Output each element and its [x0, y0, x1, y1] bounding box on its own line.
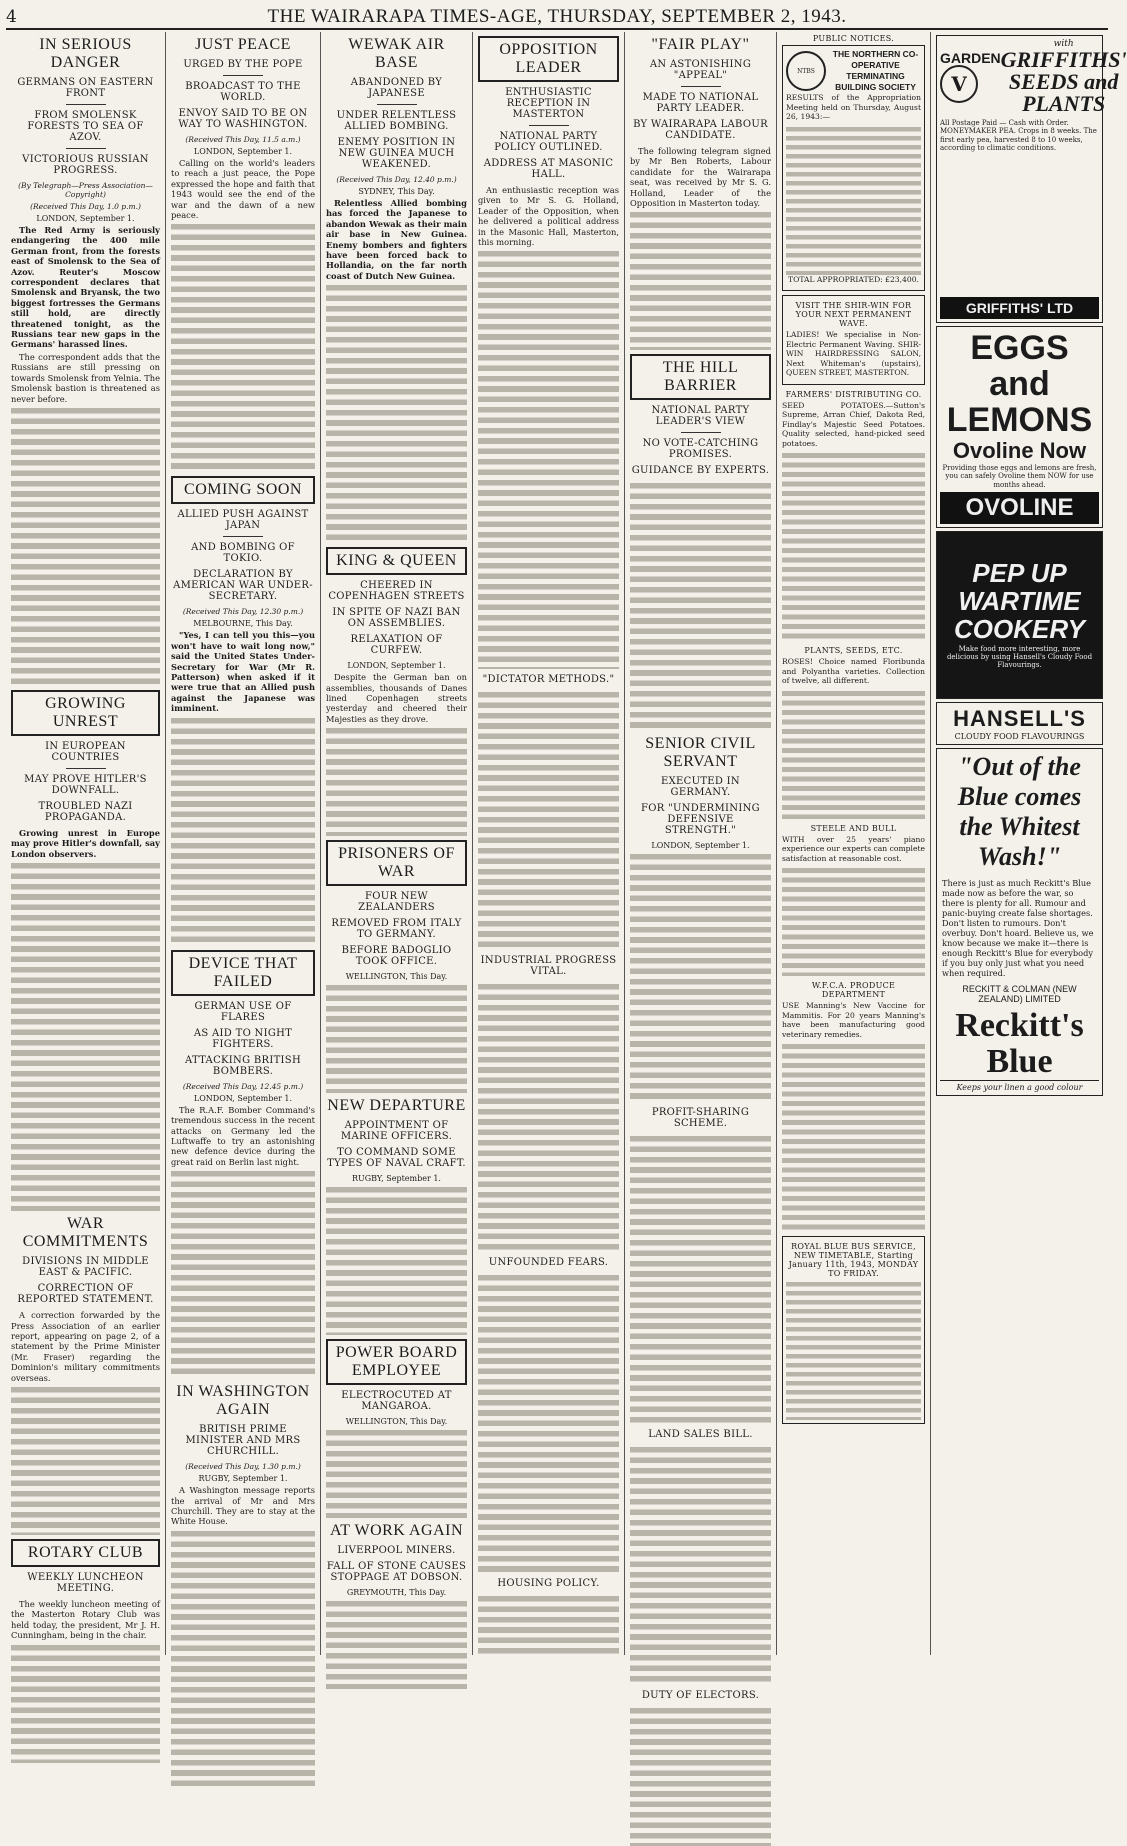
- dateline-received: (Received This Day, 12.30 p.m.): [182, 607, 304, 617]
- subhead: CHEERED IN COPENHAGEN STREETS: [328, 580, 465, 603]
- article-paragraph: Calling on the world's leaders to reach a just peace, the Pope expressed the hope and faith that 1943 would see the end of the war and the dawn of a new peace.: [171, 158, 315, 221]
- society-text: RESULTS of the Appropriation Meeting held on Thursday, August 26, 1943:—: [786, 93, 921, 121]
- pep-subtext: Make food more interesting, more delicious by using Hansell's Cloudy Food Flavourings.: [946, 644, 1093, 670]
- plants-heading: PLANTS, SEEDS, ETC.: [804, 646, 903, 655]
- dateline-received: (Received This Day, 12.45 p.m.): [182, 1081, 304, 1091]
- subhead: TO COMMAND SOME TYPES OF NAVAL CRAFT.: [327, 1147, 466, 1170]
- dateline: LONDON, September 1.: [36, 214, 135, 223]
- subhead: GUIDANCE BY EXPERTS.: [631, 465, 770, 477]
- article-body-filler: [478, 690, 619, 950]
- headline-coming-soon: COMING SOON: [171, 476, 315, 504]
- headline-serious-danger: IN SERIOUS DANGER: [39, 36, 132, 71]
- subhead: ABANDONED BY JAPANESE: [350, 77, 443, 99]
- subhead: INDUSTRIAL PROGRESS VITAL.: [480, 955, 617, 978]
- garden-heading: GARDEN: [940, 50, 1001, 66]
- article-body-filler: [630, 852, 771, 1102]
- farmers-heading: FARMERS' DISTRIBUTING CO.: [785, 389, 922, 399]
- eggs-subtext: Providing those eggs and lemons are fresh, you can safely Ovoline them NOW for use months ahead.: [942, 464, 1097, 489]
- pep-heading: PEP UP WARTIME COOKERY: [954, 557, 1085, 644]
- subhead: FOUR NEW ZEALANDERS: [358, 891, 435, 914]
- subhead: NATIONAL PARTY LEADER'S VIEW: [651, 405, 750, 428]
- subhead: MADE TO NATIONAL PARTY LEADER.: [642, 92, 759, 114]
- article-body-filler: [326, 726, 467, 836]
- subhead: "DICTATOR METHODS.": [482, 674, 615, 686]
- society-total: TOTAL APPROPRIATED: £23,400.: [788, 274, 919, 284]
- subhead: ENVOY SAID TO BE ON WAY TO WASHINGTON.: [178, 108, 308, 130]
- page-number: 4: [6, 7, 18, 27]
- subhead: AN ASTONISHING "APPEAL": [649, 59, 752, 81]
- article-body-filler: [326, 983, 467, 1093]
- column-3: [321, 32, 473, 1655]
- ovoline-brand: OVOLINE: [940, 492, 1099, 524]
- article-body-filler: [326, 1185, 467, 1335]
- subhead: MAY PROVE HITLER'S DOWNFALL.: [24, 773, 147, 796]
- shirwin-heading: VISIT THE SHIR-WIN FOR YOUR NEXT PERMANENT WAVE.: [795, 301, 912, 328]
- steele-text: WITH over 25 years' piano experience our experts can complete satisfaction at reasonable cost.: [782, 834, 925, 863]
- subhead: LIVERPOOL MINERS.: [337, 1545, 456, 1557]
- headline-just-peace: JUST PEACE: [195, 36, 291, 53]
- subhead: GERMANS ON EASTERN FRONT: [17, 77, 154, 99]
- article-lead: "Yes, I can tell you this—you won't have to wait long now," said the United States Under-Secretary for War (Mr R. Patterson) when asked if it were true that an Allied push against the Japanese was imminent.: [171, 630, 315, 714]
- subhead: ELECTROCUTED AT MANGAROA.: [341, 1390, 452, 1413]
- classifieds-filler: [782, 689, 925, 819]
- subhead: HOUSING POLICY.: [497, 1578, 600, 1590]
- article-body-filler: [11, 1643, 160, 1763]
- ovoline-now: Ovoline Now: [952, 438, 1087, 463]
- article-paragraph: The correspondent adds that the Russians are still pressing on towards Smolensk from Yelnia. The Smolensk bastion is threatened as never before.: [11, 351, 160, 404]
- article-body-filler: [11, 406, 160, 686]
- newspaper-title: THE WAIRARAPA TIMES-AGE, THURSDAY, SEPTEMBER 2, 1943.: [267, 6, 847, 27]
- steele-heading: STEELE AND BULL: [810, 823, 897, 833]
- dateline: LONDON, September 1.: [651, 841, 750, 851]
- headline-growing-unrest: GROWING UNREST: [11, 690, 160, 736]
- article-lead: Growing unrest in Europe may prove Hitler's downfall, say London observers.: [11, 827, 160, 859]
- article-body-filler: [11, 861, 160, 1211]
- shirwin-text: LADIES! We specialise in Non-Electric Permanent Waving. SHIR-WIN HAIRDRESSING SALON, Next Whiteman's (upstairs), QUEEN STREET, MASTERTON.: [786, 330, 921, 377]
- article-body-filler: [478, 1594, 619, 1654]
- wfca-heading: W.F.C.A. PRODUCE DEPARTMENT: [811, 981, 896, 999]
- headline-the-hill-barrier: THE HILL BARRIER: [630, 354, 771, 400]
- dateline: WELLINGTON, This Day.: [345, 1417, 448, 1427]
- hansells-ad: [936, 702, 1103, 745]
- subhead: NO VOTE-CATCHING PROMISES.: [642, 438, 759, 461]
- article-paragraph: A Washington message reports the arrival of Mr and Mrs Churchill. They are to stay at the White House.: [171, 1485, 315, 1527]
- dateline: LONDON, September 1.: [193, 1093, 293, 1103]
- dateline-received: (Received This Day, 12.40 p.m.): [336, 175, 457, 184]
- subhead: AND BOMBING OF TOKIO.: [191, 542, 295, 565]
- column-2: [166, 32, 321, 1655]
- article-body-filler: [630, 1134, 771, 1424]
- blue-body: There is just as much Reckitt's Blue made now as before the war, so there is plenty for all. Rumour and panic-buying create false shortages. Don't listen to rumours. Don't overbuy. Don't hoard. Believe us, we know because we make it—there is enough Reckitt's Blue for everybody if you buy only just what you need when required.: [942, 878, 1094, 979]
- article-paragraph: Despite the German ban on assemblies, thousands of Danes lined Copenhagen streets yesterday and cheered their Majesties as they drove.: [326, 672, 467, 724]
- headline-king-and-queen: KING & QUEEN: [326, 547, 467, 575]
- ovoline-ad: [936, 326, 1103, 528]
- dateline-received: (Received This Day, 1.30 p.m.): [185, 1462, 301, 1472]
- subhead: TROUBLED NAZI PROPAGANDA.: [38, 800, 133, 823]
- masthead: [6, 6, 1108, 30]
- headline-in-washington-again: IN WASHINGTON AGAIN: [176, 1383, 310, 1419]
- dateline: GREYMOUTH, This Day.: [346, 1588, 447, 1598]
- subhead: AS AID TO NIGHT FIGHTERS.: [193, 1027, 293, 1050]
- blue-tagline: Keeps your linen a good colour: [940, 1080, 1099, 1092]
- headline-fair-play: "FAIR PLAY": [651, 36, 750, 53]
- subhead: GERMAN USE OF FLARES: [194, 1000, 292, 1023]
- article-paragraph: The weekly luncheon meeting of the Masterton Rotary Club was held today, the president, Mr J. H. Cunningham, being in the chair.: [11, 1598, 160, 1641]
- subhead: BROADCAST TO THE WORLD.: [185, 81, 301, 103]
- blue-brand: Reckitt's Blue: [955, 1007, 1084, 1081]
- subhead: IN EUROPEAN COUNTRIES: [45, 740, 126, 763]
- article-body-filler: [326, 1599, 467, 1689]
- subhead: LAND SALES BILL.: [648, 1429, 753, 1441]
- article-body-filler: [630, 210, 771, 350]
- subhead: PROFIT-SHARING SCHEME.: [651, 1107, 750, 1130]
- subhead: RELAXATION OF CURFEW.: [350, 634, 443, 657]
- farmers-text: SEED POTATOES.—Sutton's Supreme, Arran Chief, Dakota Red, Findlay's Majestic Seed Potatoes. Quality selected, hand-picked seed potatoes.: [782, 400, 925, 448]
- dateline: RUGBY, September 1.: [352, 1174, 441, 1184]
- subhead: VICTORIOUS RUSSIAN PROGRESS.: [22, 154, 149, 176]
- dateline: RUGBY, September 1.: [198, 1474, 288, 1484]
- society-name: THE NORTHERN CO-OPERATIVE TERMINATING BUILDING SOCIETY: [832, 49, 919, 92]
- griffiths-seeds-ad: [936, 35, 1127, 323]
- subhead: REMOVED FROM ITALY TO GERMANY.: [331, 918, 462, 941]
- griffiths-seeds-heading: GRIFFITHS' SEEDS and PLANTS: [1000, 47, 1127, 116]
- subhead: NATIONAL PARTY POLICY OUTLINED.: [494, 131, 603, 153]
- public-notices-heading: PUBLIC NOTICES.: [812, 34, 895, 43]
- shirwin-ad: [782, 295, 925, 385]
- headline-new-departure: NEW DEPARTURE: [327, 1097, 466, 1115]
- article-body-filler: [630, 481, 771, 731]
- article-body-filler: [630, 1445, 771, 1685]
- article-body-filler: [326, 1428, 467, 1518]
- garden-with: with: [1053, 39, 1074, 49]
- subhead: FROM SMOLENSK FORESTS TO SEA OF AZOV.: [27, 110, 144, 143]
- northern-society-logo-icon: NTBS: [786, 51, 826, 91]
- subhead: UNDER RELENTLESS ALLIED BOMBING.: [336, 110, 457, 132]
- column-4: [473, 32, 625, 1655]
- article-body-filler: [630, 1706, 771, 1846]
- subhead: FALL OF STONE CAUSES STOPPAGE AT DOBSON.: [326, 1561, 467, 1584]
- column-6-classifieds: [777, 32, 931, 1655]
- subhead: DECLARATION BY AMERICAN WAR UNDER-SECRETARY.: [173, 569, 313, 603]
- wfca-text: USE Manning's New Vaccine for Mammitis. For 20 years Manning's have been manufacturing good veterinary remedies.: [782, 1001, 925, 1039]
- pep-up-cookery-ad: [936, 531, 1103, 699]
- dateline: SYDNEY, This Day.: [358, 187, 435, 196]
- subhead: FOR "UNDERMINING DEFENSIVE STRENGTH.": [641, 803, 760, 837]
- appropriation-table-filler: [786, 125, 921, 275]
- headline-senior-civil-servant: SENIOR CIVIL SERVANT: [645, 735, 756, 771]
- subhead: DIVISIONS IN MIDDLE EAST & PACIFIC.: [22, 1256, 149, 1279]
- dateline-credit: (By Telegraph—Press Association—Copyright): [18, 181, 153, 199]
- article-body-filler: [171, 222, 315, 472]
- dateline: LONDON, September 1.: [347, 661, 446, 671]
- article-lead: Relentless Allied bombing has forced the Japanese to abandon Wewak as their main air base in New Guinea. Enemy bombers and fighters have been forced back to Hollandia, on the far north coast of Dutch New Guinea.: [326, 198, 467, 281]
- building-society-notice: [782, 45, 925, 291]
- article-paragraph: The following telegram signed by Mr Ben Roberts, Labour candidate for the Wairarapa seat, was received by Mr S. G. Holland, Leader of the Opposition in Masterton today.: [630, 146, 771, 209]
- column-5: [625, 32, 777, 1702]
- subhead: BEFORE BADOGLIO TOOK OFFICE.: [341, 945, 452, 968]
- bus-timetable: [782, 1236, 925, 1424]
- blue-slogan: "Out of the Blue comes the Whitest Wash!": [957, 752, 1082, 872]
- subhead: BY WAIRARAPA LABOUR CANDIDATE.: [633, 119, 768, 141]
- article-body-filler: [171, 1529, 315, 1789]
- dateline: WELLINGTON, This Day.: [345, 972, 448, 982]
- subhead: ENTHUSIASTIC RECEPTION IN MASTERTON: [505, 87, 592, 120]
- plants-text: ROSES! Choice named Floribunda and Polyantha varieties. Collection of twelve, all different.: [782, 657, 925, 685]
- article-body-filler: [171, 716, 315, 946]
- article-paragraph: A correction forwarded by the Press Association of an earlier report, appearing on page 2, of a statement by the Prime Minister (Mr. Fraser) regarding the Dominion's military commitments overseas.: [11, 1310, 160, 1383]
- subhead: APPOINTMENT OF MARINE OFFICERS.: [340, 1120, 453, 1143]
- article-body-filler: [171, 1169, 315, 1379]
- eggs-heading: EGGS and LEMONS: [946, 329, 1093, 439]
- headline-prisoners-of-war: PRISONERS OF WAR: [326, 840, 467, 886]
- dateline: MELBOURNE, This Day.: [193, 619, 293, 629]
- article-paragraph: The R.A.F. Bomber Command's tremendous success in the recent attacks on Germany led the Luftwaffe to try an astonishing new defence device during the great raid on Berlin last night.: [171, 1104, 315, 1167]
- columns: [6, 32, 1127, 1702]
- headline-device-that-failed: DEVICE THAT FAILED: [171, 950, 315, 996]
- article-body-filler: [478, 249, 619, 669]
- subhead: IN SPITE OF NAZI BAN ON ASSEMBLIES.: [332, 607, 461, 630]
- timetable-filler: [786, 1280, 921, 1420]
- column-7-ads: [931, 32, 1127, 1655]
- griffiths-footer: GRIFFITHS' LTD: [940, 297, 1099, 319]
- subhead: ALLIED PUSH AGAINST JAPAN: [177, 509, 309, 532]
- hansells-sub: CLOUDY FOOD FLAVOURINGS: [954, 732, 1085, 742]
- subhead: ADDRESS AT MASONIC HALL.: [483, 158, 614, 180]
- headline-opposition-leader: OPPOSITION LEADER: [478, 36, 619, 82]
- subhead: ATTACKING BRITISH BOMBERS.: [185, 1054, 301, 1077]
- article-paragraph: An enthusiastic reception was given to Mr S. G. Holland, Leader of the Opposition, when he delivered a political address in the Masonic Hall, Masterton, this morning.: [478, 185, 619, 248]
- article-body-filler: [326, 283, 467, 543]
- classifieds-filler: [782, 866, 925, 976]
- subhead: UNFOUNDED FEARS.: [488, 1257, 609, 1269]
- headline-at-work-again: AT WORK AGAIN: [329, 1522, 464, 1540]
- subhead: BRITISH PRIME MINISTER AND MRS CHURCHILL.: [185, 1424, 301, 1458]
- bus-heading: ROYAL BLUE BUS SERVICE, NEW TIMETABLE, Starting January 11th, 1943, MONDAY TO FRIDAY.: [788, 1242, 919, 1278]
- hansells-brand: HANSELL'S: [953, 706, 1086, 732]
- article-body-filler: [478, 1273, 619, 1573]
- dateline: LONDON, September 1.: [193, 147, 293, 156]
- classifieds-filler: [782, 451, 925, 641]
- headline-power-board-employee: POWER BOARD EMPLOYEE: [326, 1339, 467, 1385]
- reckitts-blue-ad: [936, 748, 1103, 1096]
- article-lead: The Red Army is seriously endangering the 400 mile German front, from the forests east of Smolensk to the Sea of Azov. Reuter's Moscow correspondent declares that Smolensk and Bryansk, the two biggest fortresses the Germans still hold, are directly threatened tonight, as the Russians tear new gaps in the Germans' harassed lines.: [11, 225, 160, 350]
- subhead: EXECUTED IN GERMANY.: [661, 776, 740, 799]
- headline-wewak-air-base: WEWAK AIR BASE: [348, 36, 445, 71]
- classifieds-filler: [782, 1042, 925, 1232]
- blue-company: RECKITT & COLMAN (NEW ZEALAND) LIMITED: [962, 984, 1077, 1005]
- garden-text: All Postage Paid — Cash with Order. MONEYMAKER PEA. Crops in 8 weeks. The first early pea, harvested 8 to 10 weeks, according to climatic conditions.: [940, 119, 1097, 153]
- headline-war-commitments: WAR COMMITMENTS: [22, 1215, 149, 1251]
- dateline-received: (Received This Day, 11.5 a.m.): [185, 135, 301, 144]
- subhead: ENEMY POSITION IN NEW GUINEA MUCH WEAKENED.: [337, 137, 456, 170]
- headline-rotary-club: ROTARY CLUB: [11, 1539, 160, 1567]
- article-body-filler: [11, 1385, 160, 1535]
- column-1: [6, 32, 166, 1655]
- article-body-filler: [478, 982, 619, 1252]
- v-for-victory-icon: V: [940, 65, 978, 103]
- subhead: URGED BY THE POPE: [183, 59, 303, 70]
- subhead: WEEKLY LUNCHEON MEETING.: [27, 1571, 144, 1594]
- dateline-received: (Received This Day, 1.0 p.m.): [30, 202, 141, 211]
- subhead: DUTY OF ELECTORS.: [641, 1690, 760, 1702]
- subhead: CORRECTION OF REPORTED STATEMENT.: [17, 1283, 154, 1306]
